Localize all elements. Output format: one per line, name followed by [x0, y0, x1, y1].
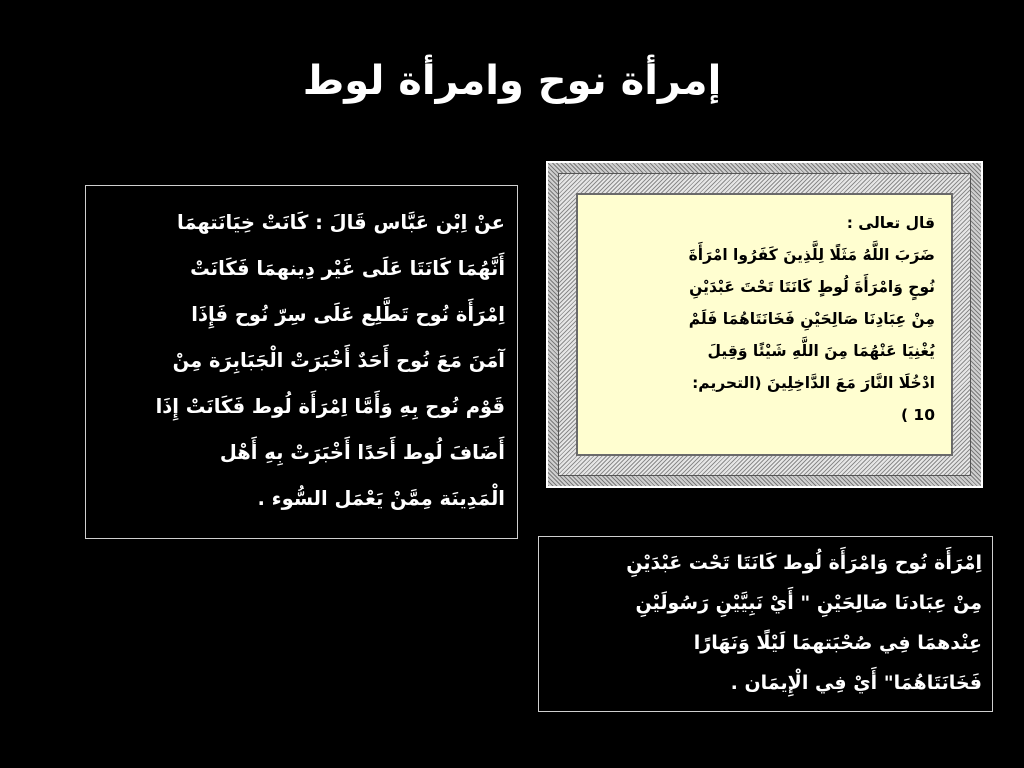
tafsir-line: آمَنَ مَعَ نُوح أَحَدٌ أَخْبَرَتْ الْجَبَابِرَة مِنْ [172, 349, 505, 372]
explanation-line: مِنْ عِبَادنَا صَالِحَيْنِ " أَيْ نَبِيَّيْنِ رَسُولَيْنِ [635, 592, 982, 614]
tafsir-line: أَنَّهُمَا كَانَتَا عَلَى غَيْر دِينهمَا فَكَانَتْ [190, 257, 505, 280]
explanation-box [538, 536, 993, 712]
verse-line: يُغْنِيَا عَنْهُمَا مِنَ اللَّهِ شَيْئًا وَقِيلَ [707, 342, 935, 360]
tafsir-line: قَوْم نُوح بِهِ وَأَمَّا اِمْرَأَة لُوط فَكَانَتْ إِذَا [155, 395, 505, 418]
verse-line: ادْخُلَا النَّارَ مَعَ الدَّاخِلِينَ (التحريم: [692, 374, 935, 392]
verse-line: ضَرَبَ اللَّهُ مَثَلًا لِلَّذِينَ كَفَرُوا امْرَأَةَ [688, 246, 935, 264]
verse-line: نُوحٍ وَامْرَأَةَ لُوطٍ كَانَتَا تَحْتَ عَبْدَيْنِ [689, 278, 935, 296]
explanation-line: فَخَانَتَاهُمَا" أَيْ فِي الْإِيمَان . [730, 672, 982, 694]
tafsir-line: أَضَافَ لُوط أَحَدًا أَخْبَرَتْ بِهِ أَهْل [219, 441, 505, 464]
tafsir-line: الْمَدِينَة مِمَّنْ يَعْمَل السُّوء . [257, 487, 505, 510]
explanation-line: عِنْدهمَا فِي صُحْبَتهمَا لَيْلًا وَنَهَارًا [693, 632, 982, 654]
verse-line: مِنْ عِبَادِنَا صَالِحَيْنِ فَخَانَتَاهُمَا فَلَمْ [688, 310, 935, 328]
explanation-line: اِمْرَأَة نُوح وَامْرَأَة لُوط كَانَتَا تَحْت عَبْدَيْنِ [626, 552, 982, 574]
verse-line: 10 ) [900, 406, 935, 424]
quran-verse-panel [576, 193, 953, 456]
verse-line: قال تعالى : [846, 214, 935, 232]
tafsir-line: عنْ اِبْن عَبَّاس قَالَ : كَانَتْ خِيَانَتهمَا [177, 211, 505, 234]
tafsir-line: اِمْرَأَة نُوح تَطَّلِع عَلَى سِرّ نُوح فَإِذَا [191, 303, 505, 326]
quran-verse-frame [546, 161, 983, 488]
slide-title: إمرأة نوح وامرأة لوط [302, 58, 722, 104]
tafsir-box [85, 185, 518, 539]
